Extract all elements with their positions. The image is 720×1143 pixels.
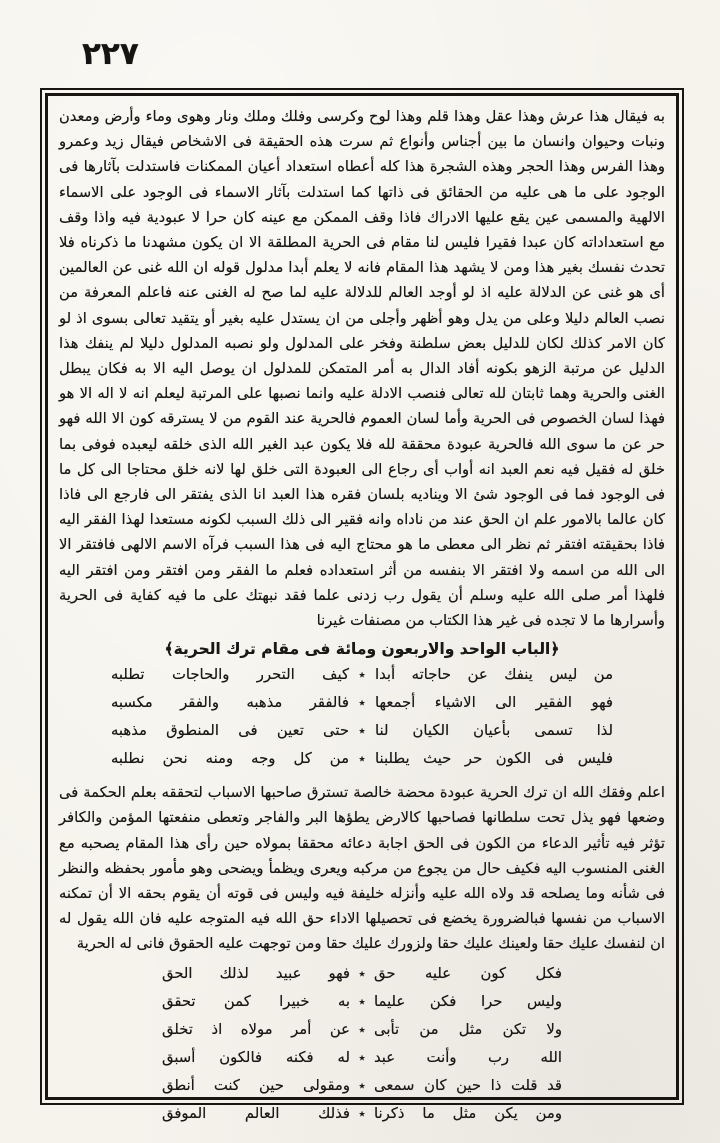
verse-hemistich-left: فذلك العالم الموفق <box>162 1104 350 1122</box>
verse-hemistich-left: له فكنه فالكون أسبق <box>162 1048 350 1066</box>
poem-block-second <box>59 960 665 1128</box>
verse-line <box>59 988 665 1016</box>
verse-separator: ٭ <box>358 1078 366 1094</box>
verse-line <box>59 661 665 689</box>
verse-hemistich-right: من ليس ينفك عن حاجاته أبدا <box>375 666 613 684</box>
verse-hemistich-left: عن أمر مولاه اذ تخلق <box>162 1020 350 1038</box>
verse-line <box>59 1044 665 1072</box>
chapter-heading: ﴿الباب الواحد والاربعون ومائة فى مقام ترك الحرية﴾ <box>164 640 560 659</box>
verse-line <box>59 717 665 745</box>
verse-hemistich-right: لذا تسمى بأعيان الكيان لنا <box>375 722 613 740</box>
verse-separator: ٭ <box>358 1050 366 1066</box>
verse-hemistich-left: به خبيرا كمن تحقق <box>162 992 350 1010</box>
closing-paragraph: اعلم وفقك الله ان ترك الحرية عبودة محضة خالصة تسترق صاحبها الاسباب لتحققه بعلم الحكمة فى وضعها فهو يذل تحت سلطانها فصاحبها كالارض يطؤها البر والفاجر وتعطى منفعتها المؤمن والكافر تؤثر فيه تأثير الدعاء من الكون فى الحق اجابة دعائه محققا بمولاه حين رأى هذا المقام يصحبه مع الغنى المنسوب اليه فكيف حال من يجوع من مركبه ويعرى ويظمأ ويضحى وهو مأمور بحفظه والنظر فى شأنه وما يصلحه قد ولاه الله عليه وأنزله خليفة فيه وليس فى قوته أن يقوم بحقه الا أن تمكنه الاسباب من نفسها فبالضرورة يخضع فى تحصيلها الاداء حق الله فيه المتوجه عليه فان الله يقول له ان لنفسك عليك حقا ولعينك عليك حقا ولزورك عليك حقا ومن توجهت عليه الحقوق فانى له الحرية <box>59 784 665 953</box>
verse-line <box>59 960 665 988</box>
verse-hemistich-left: ومقولى حين كنت أنطق <box>162 1076 350 1094</box>
verse-separator: ٭ <box>358 724 366 740</box>
verse-separator: ٭ <box>358 994 366 1010</box>
verse-separator: ٭ <box>358 752 366 768</box>
verse-hemistich-right: فهو الفقير الى الاشياء أجمعها <box>375 694 613 712</box>
verse-hemistich-right: ولا تكن مثل من تأبى <box>374 1020 562 1038</box>
verse-line <box>59 1016 665 1044</box>
verse-hemistich-right: فكل كون عليه حق <box>374 964 562 982</box>
verse-hemistich-right: الله رب وأنت عبد <box>374 1048 562 1066</box>
verse-hemistich-right: ومن يكن مثل ما ذكرنا <box>374 1104 562 1122</box>
verse-hemistich-right: فليس فى الكون حر حيث يطلبنا <box>375 750 613 768</box>
verse-hemistich-left: فالفقر مذهبه والفقر مكسبه <box>111 694 349 712</box>
verse-hemistich-left: حتى تعين فى المنطوق مذهبه <box>111 722 349 740</box>
verse-line <box>59 689 665 717</box>
verse-hemistich-right: وليس حرا فكن عليما <box>374 992 562 1010</box>
verse-separator: ٭ <box>358 1106 366 1122</box>
verse-separator: ٭ <box>358 668 366 684</box>
verse-separator: ٭ <box>358 966 366 982</box>
verse-line <box>59 1072 665 1100</box>
verse-line <box>59 745 665 773</box>
verse-separator: ٭ <box>358 696 366 712</box>
verse-hemistich-left: فهو عبيد لذلك الحق <box>162 964 350 982</box>
opening-paragraph: به فيقال هذا عرش وهذا عقل وهذا قلم وهذا لوح وكرسى وفلك وملك ونار وهوى وماء وأرض ومعدن ونبات وحيوان وانسان ما بين أجناس وأنواع ثم سرت هذه الحقيقة فى الاشخاص فيقال زيد وعمرو وهذا الفرس وهذا الحجر وهذه الشجرة هذا كله أعطاه استعداد أعيان الممكنات فاستدلت بآثارها فى الوجود على ما هى عليه من الحقائق فى ذاتها كما استدلت بآثار الاسماء فى الوجود على الاسماء الالهية والمسمى عين يقع عليها الادراك فاذا وقف الممكن مع عينه كان حرا لا عبودية فيه واذا وقف مع استعداداته كان عبدا فقيرا فليس لنا مقام فى الحرية المطلقة الا ان يكون مشهدنا ما ذكرناه فلا تحدث نفسك بغير هذا ومن لا يشهد هذا المقام فانه لا يعلم أبدا مدلول قوله ان الله غنى عن العالمين أى هو غنى عن الدلالة عليه اذ لو أوجد العالم للدلالة عليه لما صح له الغنى عنه فاعلم المعرفة من نصب العالم دليلا وعلى من يدل وهو أظهر وأجلى من ان يستدل عليه بغير أو يتقيد تعالى بسوى اذ لو كان الامر كذلك لكان للدليل بعض سلطنة وفخر على المدلول ولو نصبه المدلول دليلا لم ينفك هذا الدليل عن مرتبة الزهو بكونه أفاد الدال به أمر المتمكن للمدلول ان يوصل اليه الا به فكان يبطل الغنى والحرية وهما ثابتان لله تعالى فنصب الادلة عليه وانما نصبها على المرتبة ليعلم انه لا اله الا هو فهذا لسان الخصوص فى الحرية وأما لسان العموم فالحرية عند القوم من لا يسترقه كون الا الله فهو حر عن ما سوى الله فالحرية عبودة محققة لله فلا يكون عبد الغير الله الذى خلقه ليعبده فوفى بما خلق له فقيل فيه نعم العبد انه أواب أى رجاع الى العبودة التى خلق لها لانه خلق محتاجا الى كل ما فى الوجود فما فى الوجود شئ الا ويناديه بلسان فقره هذا العبد انا الذى يفتقر الى فارجع الى فاذا كان عالما بالامور علم ان الحق عند من ناداه وانه فقير الى ذلك السبب لكونه مستعدا لهذا الفقر اليه فاذا بحقيقته افتقر ثم نظر الى معطى ما هو محتاج اليه فى هذا السبب فرآه الاسم الالهى فافتقر الا الى الله من اسمه ولا افتقر الا بنفسه من أثر استعداده فعلم ما الفقر ومن افتقر ومن افتقر اليه فلهذا أمر صلى الله عليه وسلم أن يقول رب زدنى علما فقد نبهتك على ما فيه كفاية فى الحرية وأسرارها ما لا تجده فى غير هذا الكتاب من مصنفات غيرنا <box>59 108 665 630</box>
page-border-frame <box>40 88 684 1122</box>
text-frame <box>45 93 679 1122</box>
verse-separator: ٭ <box>358 1022 366 1038</box>
page-number: ٢٢٧ <box>82 36 139 72</box>
verse-hemistich-right: قد قلت ذا حين كان سمعى <box>374 1076 562 1094</box>
verse-hemistich-left: كيف التحرر والحاجات تطلبه <box>111 666 349 684</box>
verse-hemistich-left: من كل وجه ومنه نحن نطلبه <box>111 750 349 768</box>
poem-block-first <box>59 661 665 773</box>
verse-line <box>59 1100 665 1128</box>
